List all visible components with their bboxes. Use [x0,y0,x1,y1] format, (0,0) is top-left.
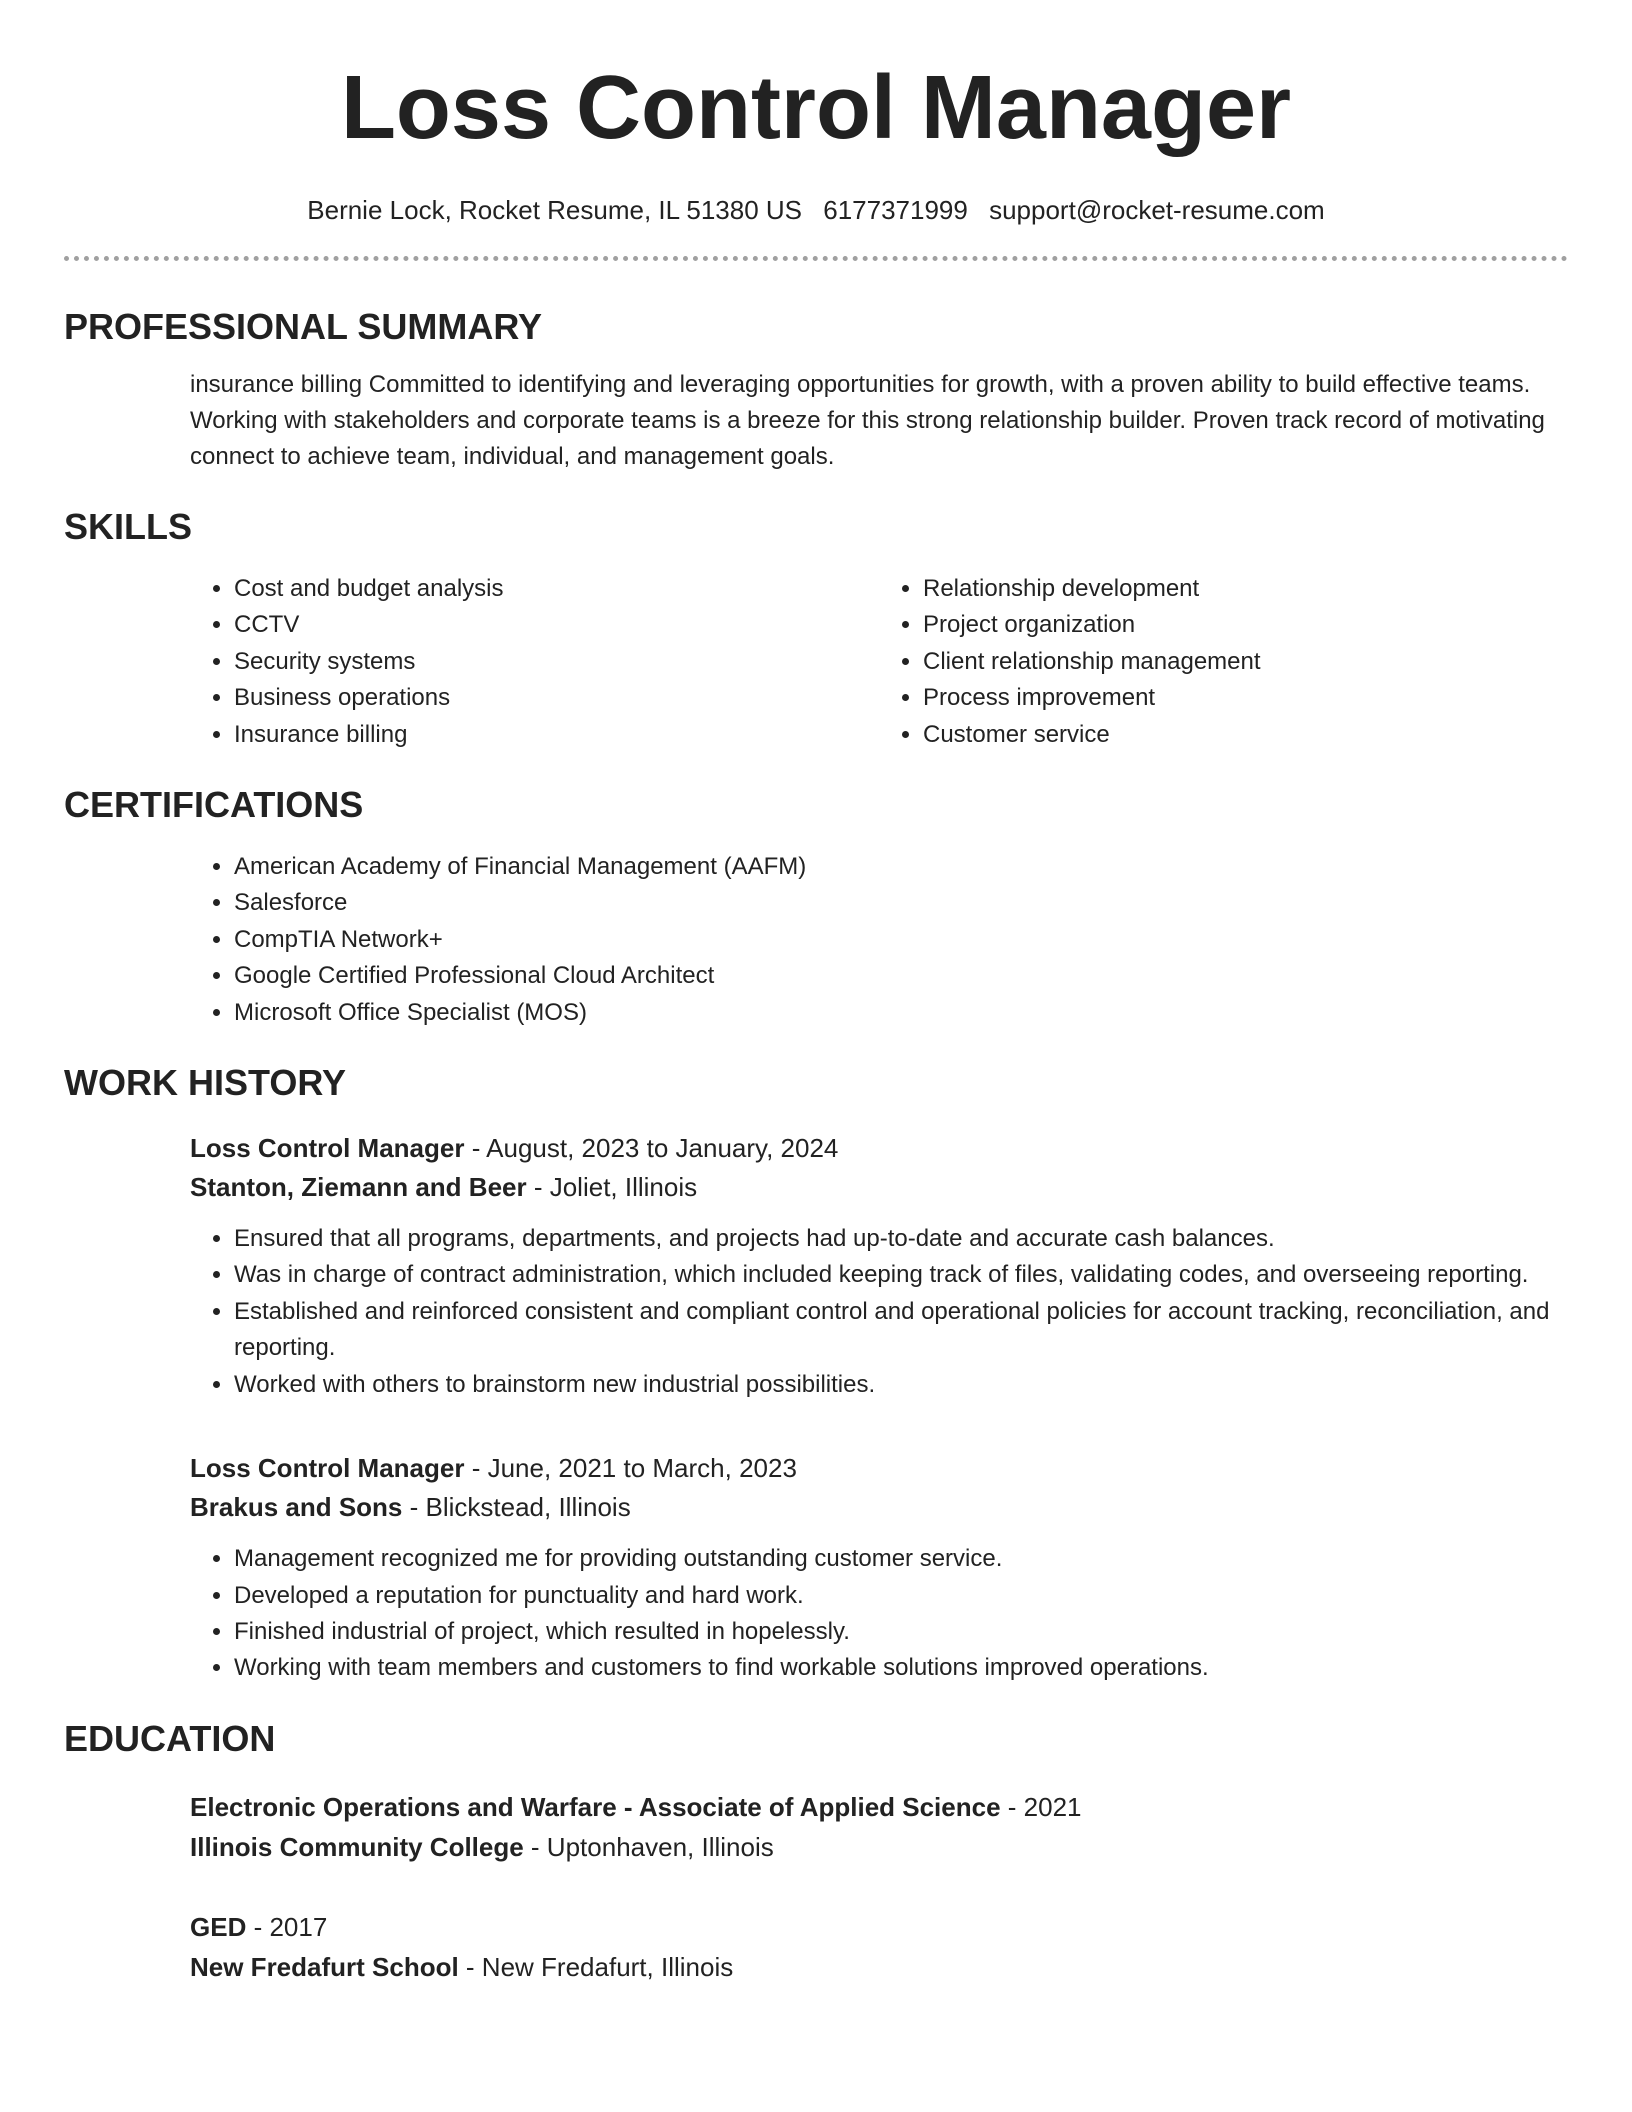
job-bullets [190,1541,1568,1687]
certifications-bullets [190,849,1568,1031]
skills-grid [190,571,1568,753]
summary-text: insurance billing Committed to identifying and leveraging opportunities for growth, with a proven ability to build effective teams. Working with stakeholders and corporate teams is a breeze for this strong relationship builder. Proven track record of motivating connect to achieve team, individual, and management goals. [190,371,1545,470]
education-year: - 2021 [1000,1791,1082,1822]
skill-item: • CCTV [234,607,879,643]
education-section [64,1717,1568,1987]
job-bullet: • Established and reinforced consistent and compliant control and operational policies for account tracking, reconciliation, and reporting. [234,1294,1568,1367]
job-company-line [190,1168,1568,1207]
education-school-line [190,1947,1568,1987]
skill-item: • Insurance billing [234,717,879,753]
certification-item: • Salesforce [234,885,1568,921]
header-divider [64,256,1568,261]
education-year: - 2017 [246,1911,328,1942]
education-heading: EDUCATION [64,1717,276,1759]
contact-email: support@rocket-resume.com [989,195,1325,225]
certifications-heading: CERTIFICATIONS [64,784,364,826]
job-bullet: • Finished industrial of project, which resulted in hopelessly. [234,1614,1568,1650]
education-degree: Electronic Operations and Warfare - Associate of Applied Science [190,1791,1001,1822]
job-title-line [190,1449,1568,1488]
contact-phone: 6177371999 [823,195,968,225]
education-degree: GED [190,1911,247,1942]
job-dates: - August, 2023 to January, 2024 [464,1133,839,1164]
job-bullet: • Management recognized me for providing outstanding customer service. [234,1541,1568,1577]
resume-title: Loss Control Manager [340,58,1292,158]
skill-item: • Relationship development [923,571,1568,607]
contact-address: Bernie Lock, Rocket Resume, IL 51380 US [307,195,803,225]
education-school: Illinois Community College [190,1831,524,1862]
certification-item: • Google Certified Professional Cloud Architect [234,958,1568,994]
education-location: - Uptonhaven, Illinois [523,1831,774,1862]
skill-item: • Business operations [234,680,879,716]
education-degree-line [190,1787,1568,1827]
education-entry [190,1787,1568,1867]
skill-item: • Client relationship management [923,644,1568,680]
job-bullets [190,1221,1568,1403]
certifications-list [190,849,1568,1031]
certification-item: • Microsoft Office Specialist (MOS) [234,995,1568,1031]
education-location: - New Fredafurt, Illinois [458,1951,734,1982]
skill-item: • Process improvement [923,680,1568,716]
work-history-section [64,1061,1568,1687]
skills-section [64,505,1568,753]
job-company: Stanton, Ziemann and Beer [190,1172,527,1203]
summary-section [64,305,1568,475]
summary-heading: PROFESSIONAL SUMMARY [64,306,543,347]
job-company: Brakus and Sons [190,1492,403,1523]
job-title-line [190,1129,1568,1168]
job-bullet: • Ensured that all programs, departments, and projects had up-to-date and accurate cash balances. [234,1221,1568,1257]
education-entry [190,1907,1568,1987]
skills-list-left [190,571,879,753]
skill-item: • Project organization [923,607,1568,643]
certification-item: • CompTIA Network+ [234,922,1568,958]
skill-item: • Cost and budget analysis [234,571,879,607]
job-bullet: • Was in charge of contract administration, which included keeping track of files, validating codes, and overseeing reporting. [234,1257,1568,1293]
job-role: Loss Control Manager [190,1133,465,1164]
work-history-heading: WORK HISTORY [64,1062,347,1104]
certifications-section [64,783,1568,1031]
contact-line [64,194,1568,226]
education-school-line [190,1827,1568,1867]
job-entry [190,1129,1568,1403]
skills-heading: SKILLS [64,506,193,547]
education-degree-line [190,1907,1568,1947]
job-bullet: • Working with team members and customers to find workable solutions improved operations. [234,1650,1568,1686]
job-bullet: • Worked with others to brainstorm new industrial possibilities. [234,1367,1568,1403]
job-bullet: • Developed a reputation for punctuality and hard work. [234,1578,1568,1614]
skill-item: • Security systems [234,644,879,680]
education-school: New Fredafurt School [190,1951,459,1982]
skills-list-right [879,571,1568,753]
job-role: Loss Control Manager [190,1453,465,1484]
skill-item: • Customer service [923,717,1568,753]
job-entry [190,1449,1568,1687]
job-company-line [190,1488,1568,1527]
resume-page [64,0,1568,1987]
certification-item: • American Academy of Financial Management (AAFM) [234,849,1568,885]
job-location: - Blickstead, Illinois [402,1492,631,1523]
job-dates: - June, 2021 to March, 2023 [464,1453,797,1484]
job-location: - Joliet, Illinois [526,1172,698,1203]
